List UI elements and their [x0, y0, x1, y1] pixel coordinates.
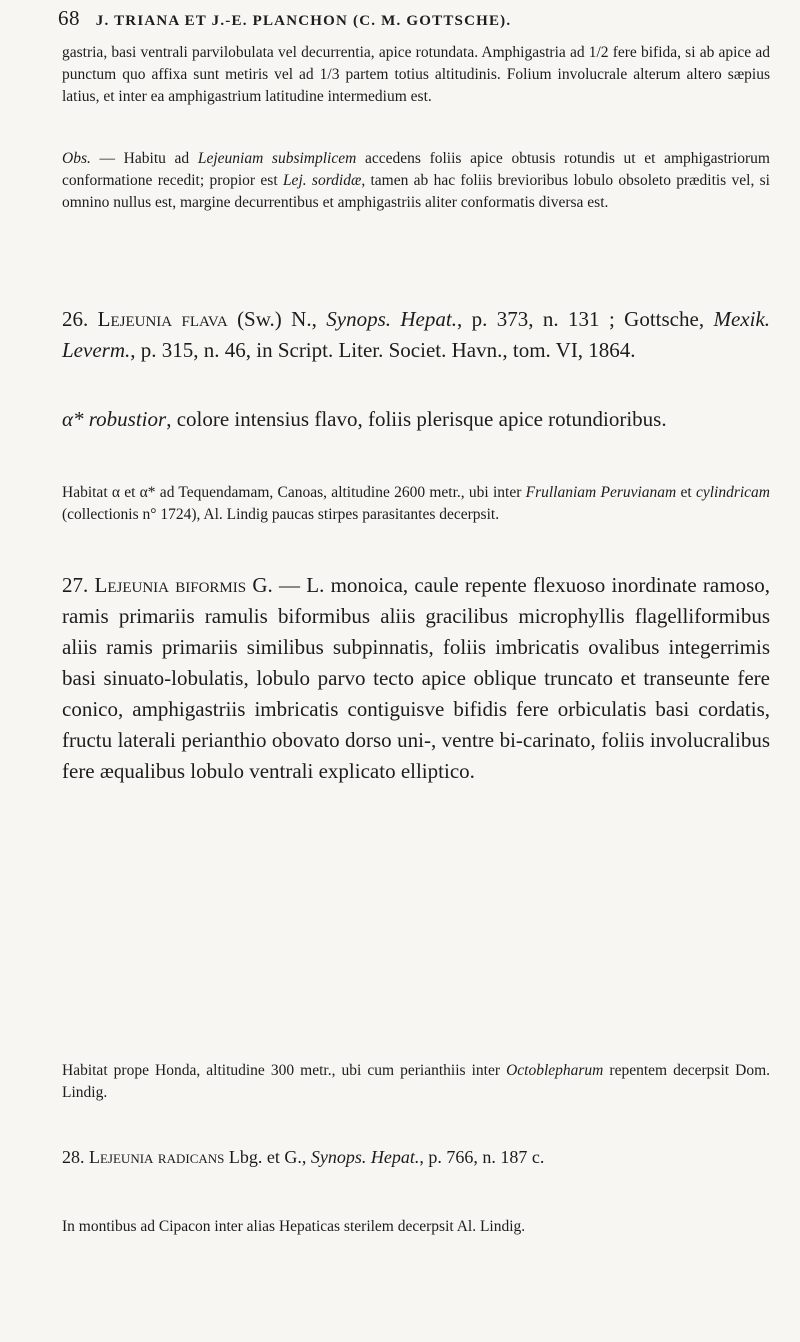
species-26-text-c: , p. 315, n. 46, in Script. Liter. Societ. Havn., tom. VI, 1864.: [130, 338, 636, 362]
habitat-27-text: [62, 1060, 770, 1104]
page-number: 68: [58, 6, 80, 30]
species-26-number: 26.: [62, 307, 98, 331]
habitat-26-text: [62, 482, 770, 526]
habitat-26-text-b: et: [676, 484, 696, 501]
species-27-habitat: [62, 1060, 770, 1104]
species-27-text: [62, 570, 770, 787]
obs-text-b: accedens foliis apice obtusis rotundis ut et amphigastriorum conformatione recedit; propior est: [62, 150, 770, 189]
observation-text: [62, 148, 770, 214]
habitat-27-italic: Octoblepharum: [506, 1062, 604, 1079]
variety-text: [62, 404, 770, 435]
habitat-27-text-b: repentem decerpsit Dom. Lindig.: [62, 1062, 771, 1101]
habitat-26-italic-2: cylindricam: [695, 484, 770, 501]
habitat-26-italic-1: Frullaniam Peruvianam: [525, 484, 677, 501]
species-28-text-b: , p. 766, n. 187 c.: [419, 1147, 545, 1167]
obs-italic-2: Lej. sordidæ: [282, 172, 362, 189]
species-28-text-a: Lbg. et G.,: [224, 1147, 311, 1167]
habitat-27-text-a: Habitat prope Honda, altitudine 300 metr., ubi cum perianthiis inter: [62, 1062, 507, 1079]
species-26-variety: [62, 404, 770, 435]
variety-label: α* robustior: [62, 407, 167, 431]
running-header: [58, 6, 778, 31]
species-26-text-b: , p. 373, n. 131 ; Gottsche,: [456, 307, 714, 331]
species-28-number: 28.: [62, 1147, 89, 1167]
habitat-28-text: In montibus ad Cipacon inter alias Hepaticas sterilem decerpsit Al. Lindig.: [62, 1218, 526, 1235]
continuation-text: gastria, basi ventrali parvilobulata vel decurrentia, apice rotundata. Amphigastria ad 1/2 fere bifida, si ab apice ad punctum quo affixa sunt metiris vel ad 1/3 partem totius altitudinis. Folium involucrale alterum altero sæpius latius, et inter ea amphigastrium latitudine intermedium est.: [62, 44, 770, 105]
running-head-authors: J. TRIANA ET J.-E. PLANCHON (C. M. GOTTSCHE).: [95, 13, 512, 29]
species-27-description: G. — L. monoica, caule repente flexuoso inordinate ramoso, ramis primariis ramulis biformibus aliis gracilibus microphyllis flagelliformibus aliis ramis primariis similibus subpinnatis, foliis imbricatis ovalibus integerrimis basi sinuato-lobulatis, lobulo parvo tecto apice oblique truncato et transeunte fere conico, amphigastriis imbricatis contiguisve bifidis fere orbiculatis basi cordatis, fructu laterali perianthio obovato dorso uni-, ventre bi-carinato, foliis involucralibus fere æqualibus lobulo ventrali explicato elliptico.: [62, 573, 771, 783]
species-27-entry: [62, 570, 770, 787]
paragraph-continuation: [62, 42, 770, 108]
species-26-entry: [62, 304, 770, 366]
species-28-entry: [62, 1144, 770, 1170]
species-27-number: 27.: [62, 573, 95, 597]
variety-description: , colore intensius flavo, foliis plerisque apice rotundioribus.: [166, 407, 667, 431]
species-26-heading: [62, 304, 770, 366]
obs-italic-1: Lejeuniam subsimplicem: [197, 150, 357, 167]
species-26-italic-1: Synops. Hepat.: [326, 307, 457, 331]
species-26-name: Lejeunia flava: [97, 307, 228, 331]
species-28-italic: Synops. Hepat.: [310, 1147, 420, 1167]
habitat-26-text-a: Habitat α et α* ad Tequendamam, Canoas, altitudine 2600 metr., ubi inter: [62, 484, 526, 501]
habitat-26-text-c: (collectionis n° 1724), Al. Lindig paucas stirpes parasitantes decerpsit.: [62, 506, 500, 523]
species-26-habitat: [62, 482, 770, 526]
observation-paragraph: [62, 148, 770, 214]
species-27-name: Lejeunia biformis: [94, 573, 247, 597]
species-28-name: Lejeunia radicans: [89, 1147, 225, 1167]
species-28-heading: [62, 1144, 770, 1170]
obs-text-a: — Habitu ad: [90, 150, 198, 167]
obs-label: Obs.: [62, 150, 91, 167]
obs-text-c: , tamen ab hac foliis brevioribus lobulo obsoleto præditis vel, si omnino nullus est, margine decurrentibus et amphigastriis aliter conformatis diversa est.: [62, 172, 770, 211]
species-26-italic-2: Mexik. Leverm.: [62, 307, 771, 362]
species-28-habitat: [62, 1216, 770, 1238]
species-26-text-a: (Sw.) N.,: [227, 307, 327, 331]
